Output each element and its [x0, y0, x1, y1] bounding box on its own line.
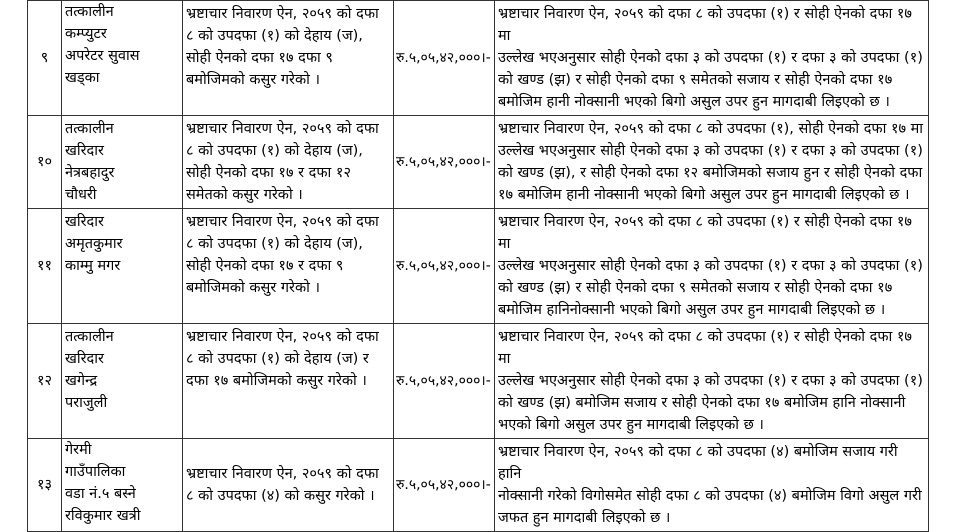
serial-number: ९: [28, 1, 62, 116]
charge-description: भ्रष्टाचार निवारण ऐन, २०५९ को दफा ८ को उपदफा (१) को देहाय (ज), सोही ऐनको दफा १७ र दफा ९ बमोजिमको कसुर गरेको ।: [183, 209, 394, 324]
table-row: [28, 209, 929, 324]
defendant-name: गेरमी गाउँपालिका वडा नं.५ बस्ने रविकुमार खत्री: [62, 439, 183, 532]
demand-description: भ्रष्टाचार निवारण ऐन, २०५९ को दफा ८ को उपदफा (४) बमोजिम सजाय गरी हानि नोक्सानी गरेको विगोसमेत सोही दफा ८ को उपदफा (४) बमोजिम विगो असुल गरी जफत हुन मागदाबी लिइएको छ ।: [495, 439, 929, 532]
claim-amount: रु.५,०५,४२,०००।-: [394, 439, 495, 532]
serial-number: १३: [28, 439, 62, 532]
table-row: [28, 324, 929, 439]
demand-description: भ्रष्टाचार निवारण ऐन, २०५९ को दफा ८ को उपदफा (१) र सोही ऐनको दफा १७ मा उल्लेख भएअनुसार सोही ऐनको दफा ३ को उपदफा (१) र दफा ३ को उपदफा (१) को खण्ड (झ) र सोही ऐनको दफा ९ समेतको सजाय र सोही ऐनको दफा १७ बमोजिम हानिनोक्सानी भएको बिगो असुल उपर हुन मागदाबी लिइएको छ ।: [495, 209, 929, 324]
case-table: [27, 0, 929, 532]
demand-description: भ्रष्टाचार निवारण ऐन, २०५९ को दफा ८ को उपदफा (१) र सोही ऐनको दफा १७ मा उल्लेख भएअनुसार सोही ऐनको दफा ३ को उपदफा (१) र दफा ३ को उपदफा (१) को खण्ड (झ) बमोजिम सजाय र सोही ऐनको दफा १७ बमोजिम हानि नोक्सानी भएको बिगो असुल उपर हुन मागदाबी लिइएको छ ।: [495, 324, 929, 439]
charge-description: भ्रष्टाचार निवारण ऐन, २०५९ को दफा ८ को उपदफा (४) को कसुर गरेको ।: [183, 439, 394, 532]
serial-number: ११: [28, 209, 62, 324]
charge-description: भ्रष्टाचार निवारण ऐन, २०५९ को दफा ८ को उपदफा (१) को देहाय (ज) र दफा १७ बमोजिमको कसुर गरेको ।: [183, 324, 394, 439]
defendant-name: तत्कालीन कम्प्युटर अपरेटर सुवास खड्का: [62, 1, 183, 116]
claim-amount: रु.५,०५,४२,०००।-: [394, 116, 495, 209]
table-row: [28, 1, 929, 116]
claim-amount: रु.५,०५,४२,०००।-: [394, 209, 495, 324]
claim-amount: रु.५,०५,४२,०००।-: [394, 1, 495, 116]
demand-description: भ्रष्टाचार निवारण ऐन, २०५९ को दफा ८ को उपदफा (१) र सोही ऐनको दफा १७ मा उल्लेख भएअनुसार सोही ऐनको दफा ३ को उपदफा (१) र दफा ३ को उपदफा (१) को खण्ड (झ) र सोही ऐनको दफा ९ समेतको सजाय र सोही ऐनको दफा १७ बमोजिम हानी नोक्सानी भएको बिगो असुल उपर हुन मागदाबी लिइएको छ ।: [495, 1, 929, 116]
defendant-name: खरिदार अमृतकुमार काम्मु मगर: [62, 209, 183, 324]
defendant-name: तत्कालीन खरिदार खगेन्द्र पराजुली: [62, 324, 183, 439]
serial-number: १०: [28, 116, 62, 209]
table-row: [28, 439, 929, 532]
claim-amount: रु.५,०५,४२,०००।-: [394, 324, 495, 439]
defendant-name: तत्कालीन खरिदार नेत्रबहादुर चौधरी: [62, 116, 183, 209]
table-row: [28, 116, 929, 209]
charge-description: भ्रष्टाचार निवारण ऐन, २०५९ को दफा ८ को उपदफा (१) को देहाय (ज), सोही ऐनको दफा १७ दफा ९ बमोजिमको कसुर गरेको ।: [183, 1, 394, 116]
demand-description: भ्रष्टाचार निवारण ऐन, २०५९ को दफा ८ को उपदफा (१), सोही ऐनको दफा १७ मा उल्लेख भएअनुसार सोही ऐनको दफा ३ को उपदफा (१) र दफा ३ को उपदफा (१) को खण्ड (झ), र सोही ऐनको दफा १२ बमोजिमको सजाय हुन र सोही ऐनको दफा १७ बमोजिम हानी नोक्सानी भएको बिगो असुल उपर हुन मागदाबी लिइएको छ ।: [495, 116, 929, 209]
serial-number: १२: [28, 324, 62, 439]
charge-description: भ्रष्टाचार निवारण ऐन, २०५९ को दफा ८ को उपदफा (१) को देहाय (ज), सोही ऐनको दफा १७ र दफा १२ समेतको कसुर गरेको ।: [183, 116, 394, 209]
